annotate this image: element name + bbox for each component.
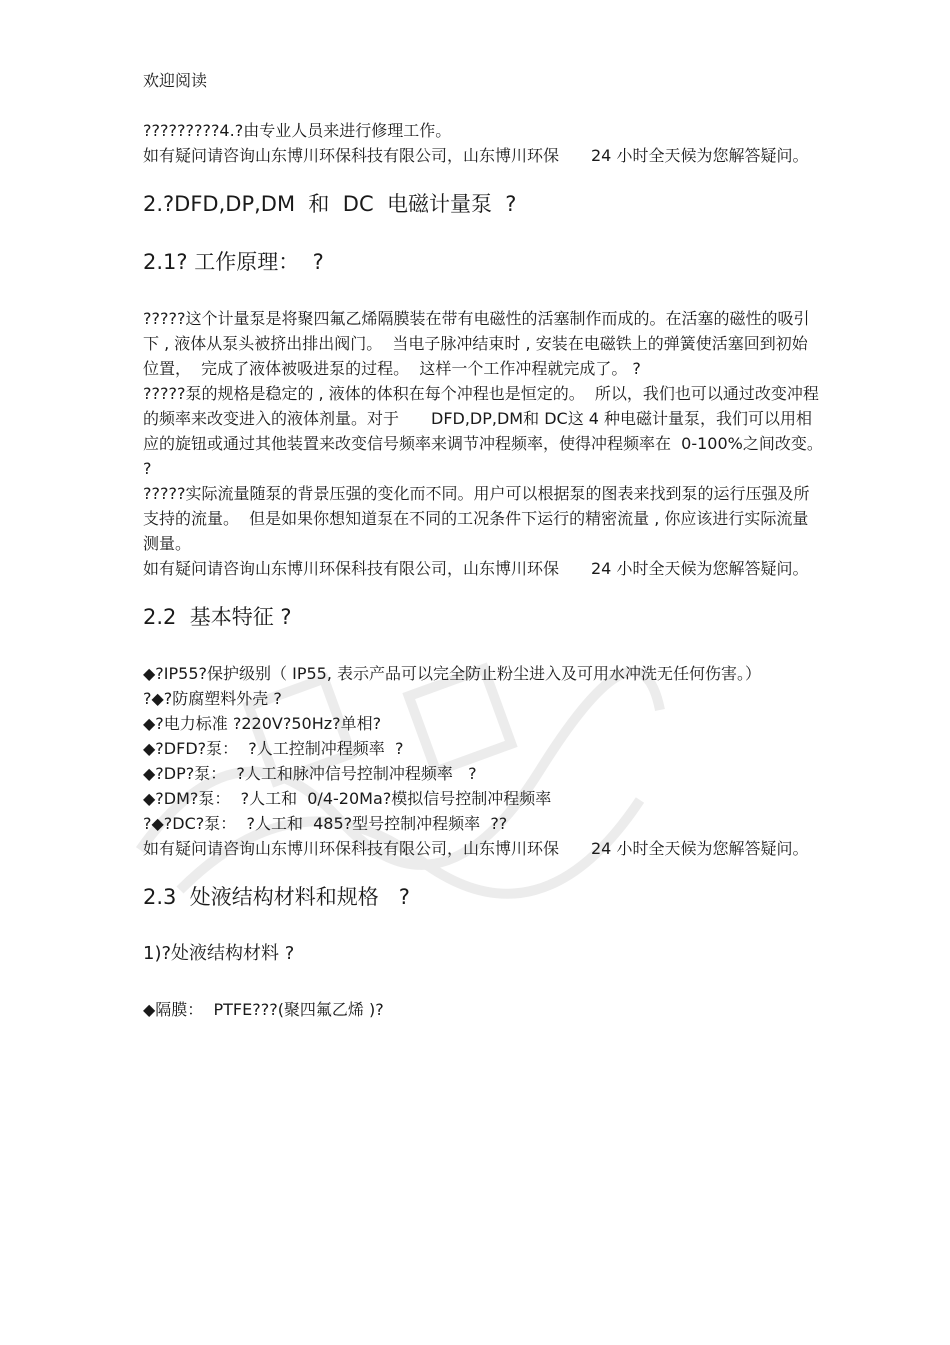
body-paragraph: ?????这个计量泵是将聚四氟乙烯隔膜装在带有电磁性的活塞制作而成的。在活塞的磁性的吸引下 , 液体从泵头被挤出排出阀门。 当电子脉冲结束时 , 安装在电磁铁上的弹簧使活塞回到初始位置， 完成了液体被吸进泵的过程。 这样一个工作冲程就完成了。 ? — [143, 309, 810, 378]
document-content — [143, 70, 828, 1022]
body-paragraph: ?????实际流量随泵的背景压强的变化而不同。用户可以根据泵的图表来找到泵的运行压强及所支持的流量。 但是如果你想知道泵在不同的工况条件下运行的精密流量 , 你应该进行实际流量测量。 — [143, 484, 810, 553]
contact-paragraph: 如有疑问请咨询山东博川环保科技有限公司，山东博川环保 24 小时全天候为您解答疑问。 — [143, 146, 809, 165]
contact-paragraph: 如有疑问请咨询山东博川环保科技有限公司，山东博川环保 24 小时全天候为您解答疑问。 — [143, 559, 809, 578]
list-item: ◆?DP?泵： ?人工和脉冲信号控制冲程频率 ? — [143, 764, 477, 783]
contact-paragraph: 如有疑问请咨询山东博川环保科技有限公司，山东博川环保 24 小时全天候为您解答疑问。 — [143, 839, 809, 858]
list-item: ◆?电力标准 ?220V?50Hz?单相? — [143, 714, 382, 733]
list-item: ◆?DM?泵： ?人工和 0/4-20Ma?模拟信号控制冲程频率 — [143, 789, 552, 808]
list-item: ◆隔膜： PTFE???(聚四氟乙烯 )? — [143, 1000, 384, 1019]
list-item: ◆?DFD?泵： ?人工控制冲程频率 ? — [143, 739, 404, 758]
subsection-heading: 2.3 处液结构材料和规格 ? — [143, 885, 410, 909]
list-item: ?◆?防腐塑料外壳 ? — [143, 689, 282, 708]
list-item: ?◆?DC?泵： ?人工和 485?型号控制冲程频率 ?? — [143, 814, 508, 833]
subsection-heading: 2.2 基本特征 ? — [143, 605, 292, 629]
subsection-heading: 2.1? 工作原理： ? — [143, 250, 324, 274]
sub-subsection-heading: 1)?处液结构材料 ? — [143, 943, 295, 964]
body-paragraph: ?????泵的规格是稳定的 , 液体的体积在每个冲程也是恒定的。 所以，我们也可以通过改变冲程的频率来改变进入的液体剂量。对于 DFD,DP,DM和 DC这 4 种电磁计量泵，我们可以用相应的旋钮或通过其他装置来改变信号频率来调节冲程频率，使得冲程频率在 0-100%之间改变。 ? — [143, 384, 828, 478]
section-heading: 2.?DFD,DP,DM 和 DC 电磁计量泵 ? — [143, 192, 517, 216]
intro-line: ?????????4.?由专业人员来进行修理工作。 — [143, 121, 452, 140]
feature-list — [143, 661, 823, 836]
list-item: ◆?IP55?保护级别（ IP55, 表示产品可以完全防止粉尘进入及可用水冲洗无任何伤害。） — [143, 664, 762, 683]
page-header: 欢迎阅读 — [143, 71, 208, 90]
